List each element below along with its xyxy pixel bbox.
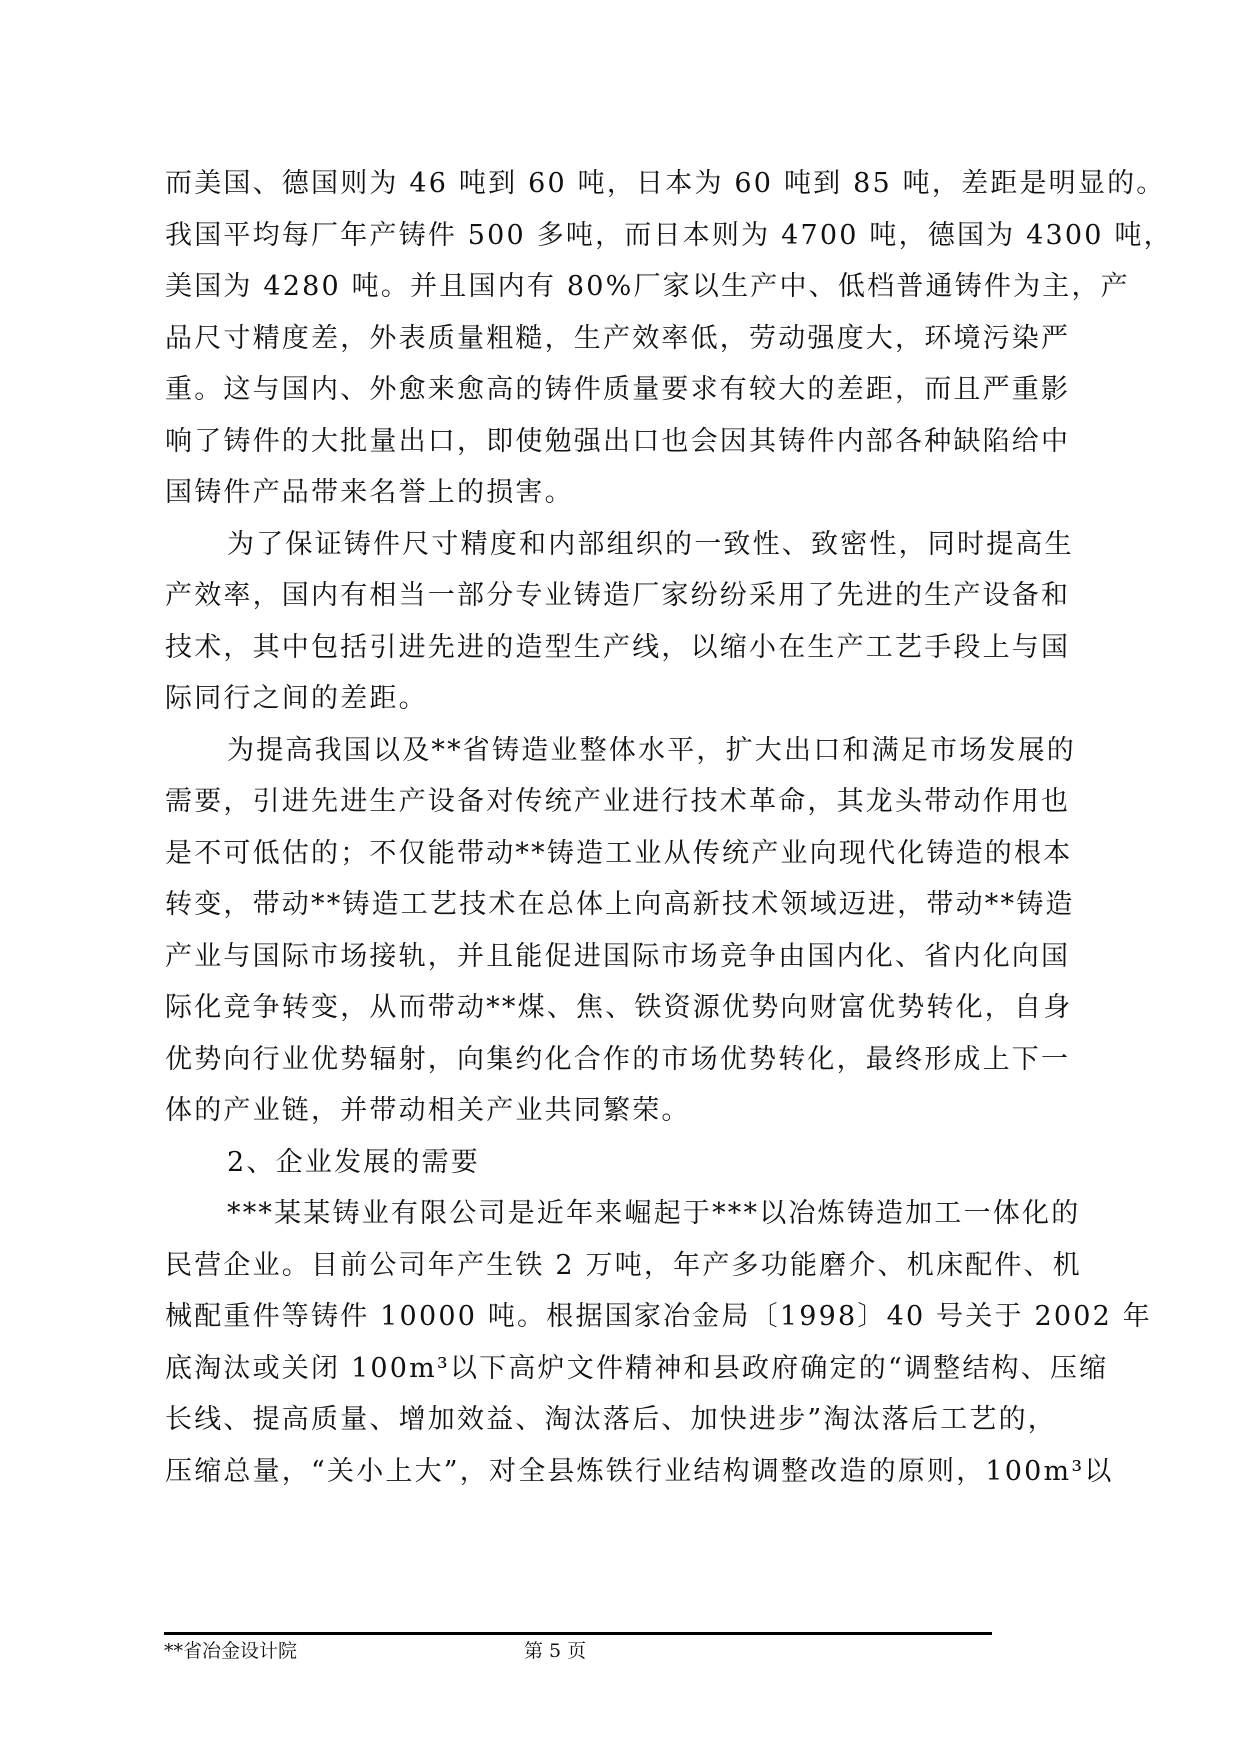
text-line: 长线、提高质量、增加效益、淘汰落后、加快进步”淘汰落后工艺的， [165, 1404, 1058, 1435]
text-line: 需要，引进先进生产设备对传统产业进行技术革命，其龙头带动作用也 [165, 786, 1071, 817]
text-line: 国铸件产品带来名誉上的损害。 [165, 477, 574, 508]
text-line: 我国平均每厂年产铸件 500 多吨，而日本则为 4700 吨，德国为 4300 吨， [165, 219, 1173, 251]
text-line: 产业与国际市场接轨，并且能促进国际市场竞争由国内化、省内化向国 [165, 940, 1071, 972]
body-text [165, 158, 1173, 1497]
footer-organization: **省冶金设计院 [164, 1640, 298, 1662]
text-line: 底淘汰或关闭 100m³以下高炉文件精神和县政府确定的“调整结构、压缩 [165, 1352, 1109, 1384]
text-line: 体的产业链，并带动相关产业共同繁荣。 [165, 1095, 691, 1126]
text-line: 转变，带动**铸造工艺技术在总体上向高新技术领域迈进，带动**铸造 [165, 889, 1075, 920]
text-line: 技术，其中包括引进先进的造型生产线，以缩小在生产工艺手段上与国 [165, 631, 1071, 663]
text-line: 为了保证铸件尺寸精度和内部组织的一致性、致密性，同时提高生 [227, 528, 1074, 560]
footer-divider [164, 1632, 992, 1635]
text-line: 美国为 4280 吨。并且国内有 80%厂家以生产中、低档普通铸件为主，产 [165, 271, 1130, 302]
text-line: 是不可低估的；不仅能带动**铸造工业从传统产业向现代化铸造的根本 [165, 837, 1073, 869]
text-line: 压缩总量，“关小上大”，对全县炼铁行业结构调整改造的原则，100m³以 [165, 1455, 1114, 1487]
text-line: 产效率，国内有相当一部分专业铸造厂家纷纷采用了先进的生产设备和 [165, 580, 1071, 611]
text-line: 而美国、德国则为 46 吨到 60 吨，日本为 60 吨到 85 吨，差距是明显的。 [165, 168, 1166, 199]
text-line: 民营企业。目前公司年产生铁 2 万吨，年产多功能磨介、机床配件、机 [165, 1249, 1082, 1281]
text-line: 响了铸件的大批量出口，即使勉强出口也会因其铸件内部各种缺陷给中 [165, 425, 1071, 457]
text-line: 优势向行业优势辐射，向集约化合作的市场优势转化，最终形成上下一 [165, 1043, 1071, 1075]
text-line: 械配重件等铸件 10000 吨。根据国家冶金局〔1998〕40 号关于 2002 年 [165, 1301, 1152, 1332]
text-line: 际化竞争转变，从而带动**煤、焦、铁资源优势向财富优势转化，自身 [165, 992, 1073, 1023]
text-line: 际同行之间的差距。 [165, 683, 428, 714]
text-line: 为提高我国以及**省铸造业整体水平，扩大出口和满足市场发展的 [227, 734, 1076, 766]
text-line: 品尺寸精度差，外表质量粗糙，生产效率低，劳动强度大，环境污染严 [165, 322, 1071, 354]
page-number: 第 5 页 [524, 1640, 587, 1662]
text-line: ***某某铸业有限公司是近年来崛起于***以冶炼铸造加工一体化的 [227, 1198, 1081, 1229]
text-line: 重。这与国内、外愈来愈高的铸件质量要求有较大的差距，而且严重影 [165, 374, 1071, 405]
section-heading: 2、企业发展的需要 [227, 1146, 480, 1178]
